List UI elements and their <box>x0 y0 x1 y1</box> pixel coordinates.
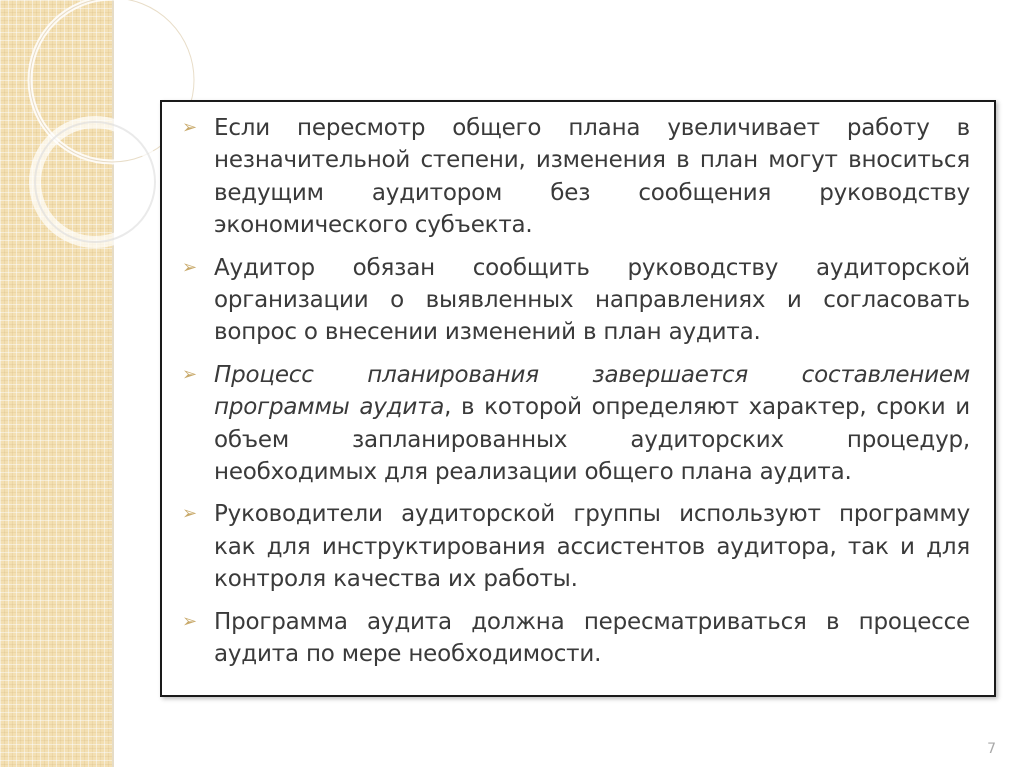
content-box <box>160 100 996 697</box>
bullet-text-2: Аудитор обязан сообщить руководству аудиторской организации о выявленных направлениях и согласовать вопрос о внесении изменений в план аудита. <box>214 254 970 346</box>
bullet-item-5 <box>182 606 970 671</box>
page-number: 7 <box>987 741 996 757</box>
chevron-right-icon: ➢ <box>182 503 197 525</box>
bullet-item-4 <box>182 498 970 595</box>
bullet-item-3 <box>182 359 970 489</box>
bullet-text-4: Руководители аудиторской группы используют программу как для инструктирования ассистентов аудитора, так и для контроля качества их работы. <box>214 501 970 593</box>
bullet-item-2 <box>182 252 970 349</box>
bullet-text-3-italic: Процесс планирования завершается составлением программы аудита <box>214 361 970 421</box>
chevron-right-icon: ➢ <box>182 256 197 278</box>
chevron-right-icon: ➢ <box>182 117 197 138</box>
bullet-list <box>162 102 994 671</box>
chevron-right-icon: ➢ <box>182 363 197 385</box>
chevron-right-icon: ➢ <box>182 610 197 632</box>
bullet-text-3: , в которой определяют характер, сроки и объем запланированных аудиторских процедур, необходимых для реализации общего плана аудита. <box>214 394 970 486</box>
bullet-item-1 <box>182 112 970 242</box>
bullet-text-1: Если пересмотр общего плана увеличивает работу в незначительной степени, изменения в план могут вноситься ведущим аудитором без сообщения руководству экономического субъекта. <box>214 115 970 239</box>
bullet-text-5: Программа аудита должна пересматриваться в процессе аудита по мере необходимости. <box>214 608 970 668</box>
